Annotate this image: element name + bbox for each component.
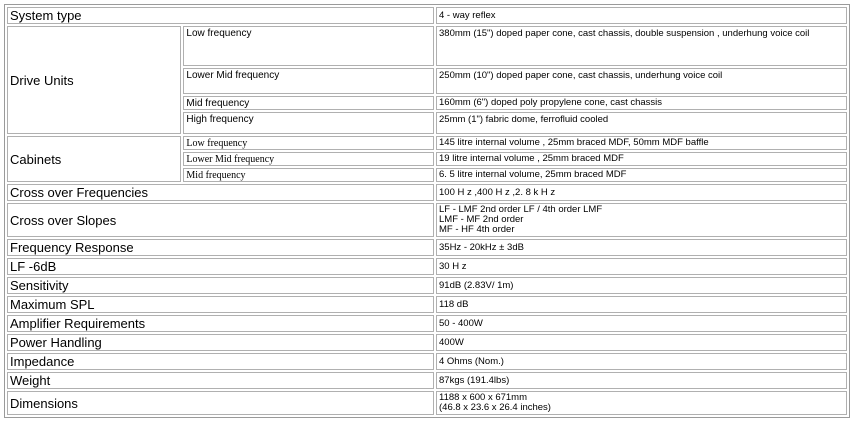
row-weight [7, 372, 847, 389]
cab-mid-label: Mid frequency [183, 168, 434, 182]
cabinets-label: Cabinets [7, 136, 181, 182]
drive-high-value: 25mm (1") fabric dome, ferrofluid cooled [436, 112, 847, 134]
row-power [7, 334, 847, 351]
row-drive-low [7, 26, 847, 66]
max-spl-label: Maximum SPL [7, 296, 434, 313]
row-impedance [7, 353, 847, 370]
crossover-slopes-line3: MF - HF 4th order [439, 224, 515, 235]
crossover-freq-value: 100 H z ,400 H z ,2. 8 k H z [436, 184, 847, 201]
row-max-spl [7, 296, 847, 313]
system-type-label: System type [7, 7, 434, 24]
cab-lower-mid-label: Lower Mid frequency [183, 152, 434, 166]
drive-low-label: Low frequency [183, 26, 434, 66]
amplifier-value: 50 - 400W [436, 315, 847, 332]
dimensions-line2: (46.8 x 23.6 x 26.4 inches) [439, 402, 551, 413]
weight-value: 87kgs (191.4lbs) [436, 372, 847, 389]
drive-units-label: Drive Units [7, 26, 181, 134]
amplifier-label: Amplifier Requirements [7, 315, 434, 332]
drive-low-value: 380mm (15") doped paper cone, cast chassis, double suspension , underhung voice coil [436, 26, 847, 66]
row-cab-low [7, 136, 847, 150]
lf-6db-label: LF -6dB [7, 258, 434, 275]
sensitivity-value: 91dB (2.83V/ 1m) [436, 277, 847, 294]
drive-mid-value: 160mm (6") doped poly propylene cone, cast chassis [436, 96, 847, 110]
freq-response-value: 35Hz - 20kHz ± 3dB [436, 239, 847, 256]
cab-low-label: Low frequency [183, 136, 434, 150]
dimensions-value [436, 391, 847, 415]
row-dimensions [7, 391, 847, 415]
drive-mid-label: Mid frequency [183, 96, 434, 110]
crossover-slopes-line1: LF - LMF 2nd order LF / 4th order LMF [439, 204, 603, 215]
spec-table [4, 4, 850, 418]
cab-mid-value: 6. 5 litre internal volume, 25mm braced MDF [436, 168, 847, 182]
impedance-value: 4 Ohms (Nom.) [436, 353, 847, 370]
row-sensitivity [7, 277, 847, 294]
drive-lower-mid-label: Lower Mid frequency [183, 68, 434, 94]
max-spl-value: 118 dB [436, 296, 847, 313]
cab-lower-mid-value: 19 litre internal volume , 25mm braced MDF [436, 152, 847, 166]
sensitivity-label: Sensitivity [7, 277, 434, 294]
crossover-slopes-value [436, 203, 847, 237]
power-label: Power Handling [7, 334, 434, 351]
drive-high-label: High frequency [183, 112, 434, 134]
lf-6db-value: 30 H z [436, 258, 847, 275]
row-crossover-slopes [7, 203, 847, 237]
power-value: 400W [436, 334, 847, 351]
row-crossover-freq [7, 184, 847, 201]
impedance-label: Impedance [7, 353, 434, 370]
freq-response-label: Frequency Response [7, 239, 434, 256]
dimensions-label: Dimensions [7, 391, 434, 415]
dimensions-line1: 1188 x 600 x 671mm [439, 392, 528, 403]
cab-low-value: 145 litre internal volume , 25mm braced MDF, 50mm MDF baffle [436, 136, 847, 150]
crossover-slopes-label: Cross over Slopes [7, 203, 434, 237]
row-system-type [7, 7, 847, 24]
row-amplifier [7, 315, 847, 332]
system-type-value: 4 - way reflex [436, 7, 847, 24]
drive-lower-mid-value: 250mm (10") doped paper cone, cast chassis, underhung voice coil [436, 68, 847, 94]
row-lf-6db [7, 258, 847, 275]
weight-label: Weight [7, 372, 434, 389]
row-freq-response [7, 239, 847, 256]
crossover-freq-label: Cross over Frequencies [7, 184, 434, 201]
crossover-slopes-line2: LMF - MF 2nd order [439, 214, 524, 225]
